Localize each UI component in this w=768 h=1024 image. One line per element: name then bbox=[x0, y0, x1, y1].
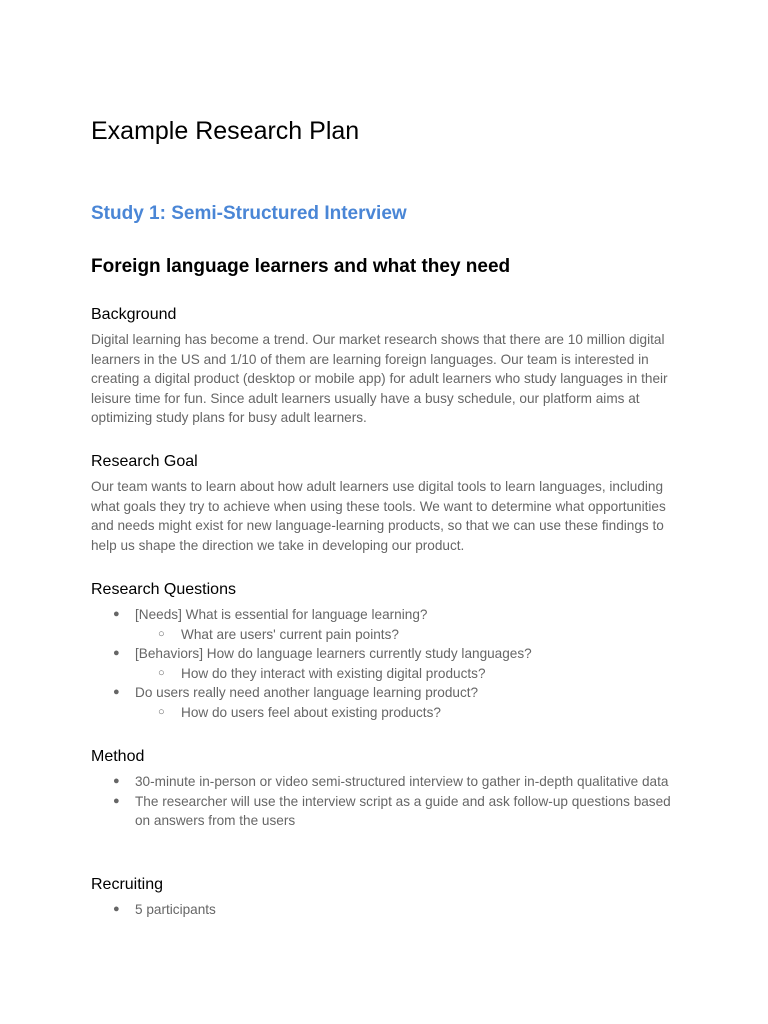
method-heading: Method bbox=[91, 748, 145, 765]
document-title: Example Research Plan bbox=[91, 117, 360, 145]
list-item bbox=[91, 664, 683, 684]
background-heading: Background bbox=[91, 306, 177, 323]
list-item-text: Do users really need another language learning product? bbox=[135, 685, 479, 700]
method-list bbox=[91, 772, 683, 831]
list-item-text: 30-minute in-person or video semi-structured interview to gather in-depth qualitative data bbox=[135, 774, 669, 789]
list-item bbox=[91, 644, 683, 664]
list-item-text: How do they interact with existing digital products? bbox=[181, 665, 486, 681]
bullet-icon: ● bbox=[113, 903, 120, 915]
research-questions-section bbox=[91, 581, 683, 722]
bullet-icon: ● bbox=[113, 794, 120, 807]
research-questions-heading: Research Questions bbox=[91, 581, 236, 598]
circle-bullet-icon: ○ bbox=[158, 627, 165, 640]
recruiting-section bbox=[91, 876, 683, 920]
list-item-text: [Needs] What is essential for language learning? bbox=[135, 607, 428, 622]
list-item bbox=[91, 792, 683, 831]
list-item-text: 5 participants bbox=[135, 902, 216, 917]
list-item bbox=[91, 772, 683, 792]
bullet-icon: ● bbox=[113, 647, 120, 659]
background-section bbox=[91, 306, 683, 428]
list-item-text: [Behaviors] How do language learners currently study languages? bbox=[135, 646, 532, 661]
list-item-text: The researcher will use the interview script as a guide and ask follow-up questions based on answers from the users bbox=[135, 793, 671, 828]
list-item bbox=[91, 605, 683, 625]
list-item-text: How do users feel about existing products? bbox=[181, 704, 441, 720]
bullet-icon: ● bbox=[113, 775, 120, 787]
list-item-text: What are users' current pain points? bbox=[181, 626, 399, 642]
recruiting-list bbox=[91, 900, 683, 920]
recruiting-heading: Recruiting bbox=[91, 876, 164, 893]
method-section bbox=[91, 748, 683, 831]
list-item bbox=[91, 625, 683, 645]
bullet-icon: ● bbox=[113, 686, 120, 698]
circle-bullet-icon: ○ bbox=[158, 705, 165, 718]
list-item bbox=[91, 703, 683, 723]
background-paragraph: Digital learning has become a trend. Our market research shows that there are 10 million digital learners in the US and 1/10 of them are learning foreign languages. Our team is interested in creating a digital product (desktop or mobile app) for adult learners who study languages in their leisure time for fun. Since adult learners usually have a busy schedule, our platform aims at optimizing study plans for busy adult learners. bbox=[91, 332, 668, 425]
research-goal-section bbox=[91, 453, 683, 555]
topic-heading: Foreign language learners and what they need bbox=[91, 256, 511, 277]
list-item bbox=[91, 900, 683, 920]
research-goal-paragraph: Our team wants to learn about how adult learners use digital tools to learn languages, including what goals they try to achieve when using these tools. We want to determine what opportunities and needs might exist for new language-learning products, so that we can use these findings to help us shape the direction we take in developing our product. bbox=[91, 479, 666, 553]
study-heading: Study 1: Semi-Structured Interview bbox=[91, 203, 407, 224]
list-item bbox=[91, 683, 683, 703]
research-questions-list bbox=[91, 605, 683, 722]
bullet-icon: ● bbox=[113, 608, 120, 620]
circle-bullet-icon: ○ bbox=[158, 666, 165, 679]
research-goal-heading: Research Goal bbox=[91, 453, 198, 470]
